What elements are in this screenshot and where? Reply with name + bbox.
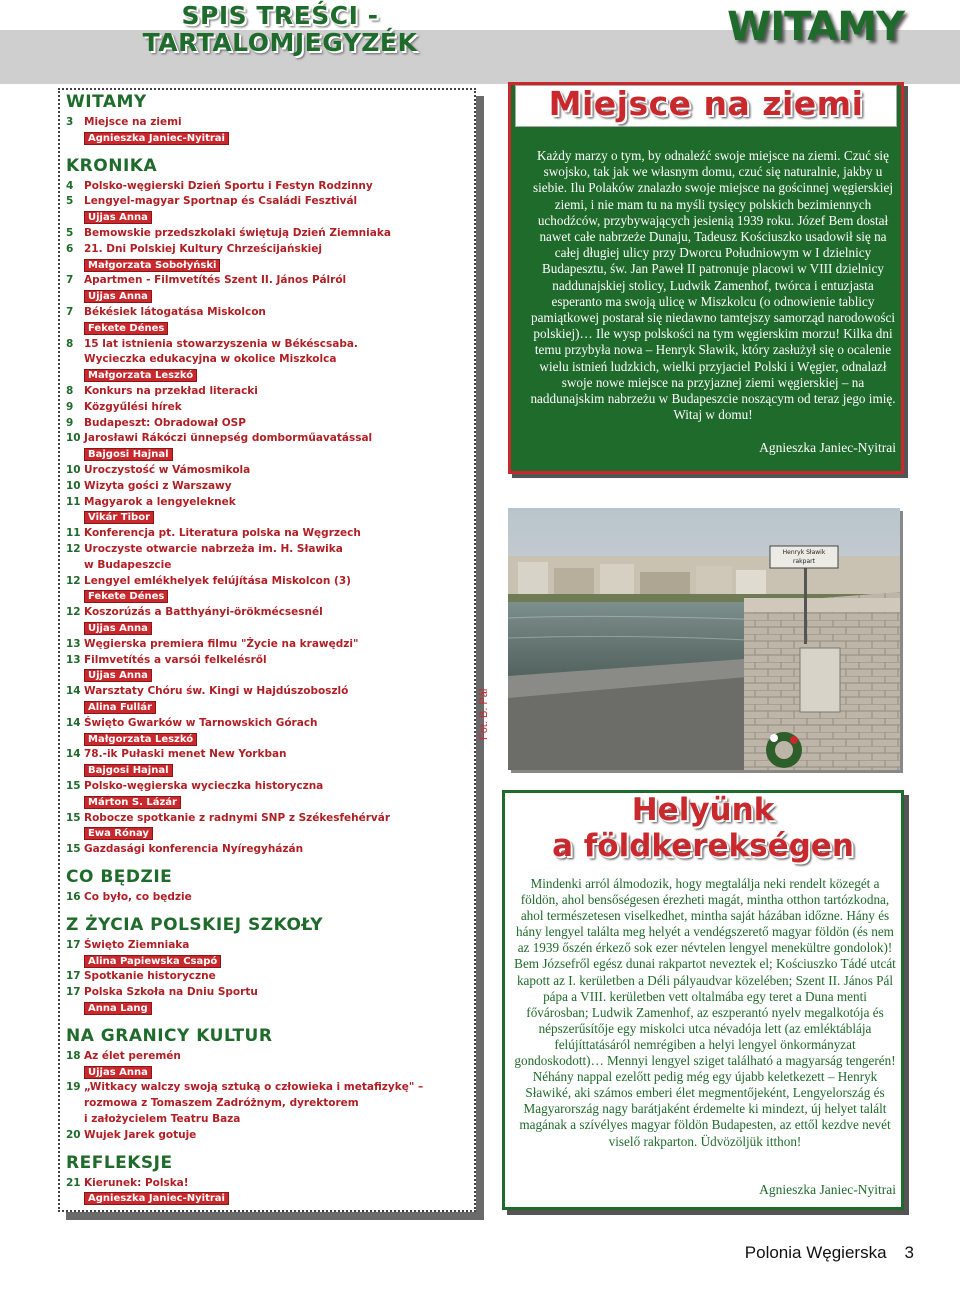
toc-entry-title: i założycielem Teatru Baza <box>84 1113 241 1125</box>
toc-entry-author: Anna Lang <box>84 1002 152 1015</box>
toc-title <box>100 2 460 56</box>
toc-entry-page: 13 <box>66 653 81 666</box>
toc-entry[interactable] <box>66 464 250 476</box>
toc-entry-title: Budapeszt: Obradował OSP <box>84 416 246 429</box>
toc-entry-title: Święto Gwarków w Tarnowskich Górach <box>84 716 318 729</box>
toc-entry-title: Wujek Jarek gotuje <box>84 1128 197 1141</box>
toc-entry[interactable] <box>66 480 232 492</box>
toc-section-title: WITAMY <box>66 92 147 112</box>
toc-entry-page: 18 <box>66 1049 81 1062</box>
toc-entry[interactable] <box>66 496 236 508</box>
toc-entry-author: Małgorzata Sobołyński <box>84 259 220 272</box>
toc-section-title: Z ŻYCIA POLSKIEJ SZKOŁY <box>66 914 324 935</box>
toc-entry-author: Fekete Dénes <box>84 322 168 335</box>
toc-entry-author: Małgorzata Leszkó <box>84 369 197 382</box>
toc-entry-title: Az élet peremén <box>84 1049 181 1062</box>
photo-credit: Fot. B. Pál <box>478 688 490 740</box>
toc-entry-title: Konkurs na przekład literacki <box>84 385 258 397</box>
toc-entry-title: Wizyta gości z Warszawy <box>84 479 232 492</box>
toc-section-title: NA GRANICY KULTUR <box>66 1025 273 1046</box>
toc-entry[interactable] <box>66 401 182 413</box>
toc-entry[interactable] <box>66 432 372 444</box>
toc-entry[interactable] <box>66 116 182 128</box>
toc-entry[interactable] <box>66 180 373 192</box>
toc-entry[interactable] <box>66 1050 181 1062</box>
toc-entry-page: 8 <box>66 337 74 350</box>
toc-entry-title: Polska Szkoła na Dniu Sportu <box>84 986 258 999</box>
toc-entry-author: Ujjas Anna <box>84 1066 152 1079</box>
toc-entry-author: Fekete Dénes <box>84 590 168 603</box>
toc-entry-author: Ujjas Anna <box>84 669 152 682</box>
polish-article-text: Każdy marzy o tym, by odnaleźć swoje miejsce na ziemi. Czuć się swojsko, tak jak we własnym domu, czuć się naturalnie, jakby u siebie. Ilu Polaków znalazło swoje miejsce na gościnnej węgierskiej ziemi, i nie mam tu na myśli tysięcy polskich bezimiennych uchodźców, przybywających jesienią 1939 roku. Józef Bem dostał nawet całe nabrzeże Dunaju, Tadeusz Kościuszko usadowił się na całej długiej ulicy przy Dworcu Południowym w I dzielnicy Budapesztu, św. Jan Paweł II patronuje placowi w VIII dzielnicy naddunajskiej stolicy, Ludwik Zamenhof, twórca i entuzjasta esperanto ma swoją ulicę w Miszkolcu (o odnowienie tablicy pamiątkowej postarał się niedawno tamtejszy samorząd narodowości polskiej)… Ile wysp polskości na tym węgierskim morzu! Kilka dni temu przybyła nowa – Henryk Sławik, który zasłużył się o ocalenie wielu istnień ludzkich, wielki przyjaciel Polski i Węgier, odnalazł swoje nowe miejsce na przyjaznej ziemi węgierskiej – na naddunajskim nabrzeżu w Budapeszcie noszącym od teraz jego imię. Witaj w domu! <box>530 148 896 423</box>
toc-entry-title: 15 lat istnienia stowarzyszenia w Békéscsaba. <box>84 337 358 350</box>
toc-entry[interactable] <box>66 527 361 539</box>
polish-article-author: Agnieszka Janiec-Nyitrai <box>759 440 896 455</box>
toc-title-line2: TARTALOMJEGYZÉK <box>142 28 418 57</box>
toc-entry-author: Vikár Tibor <box>84 511 154 524</box>
toc-entry-page: 15 <box>66 843 81 856</box>
toc-entry[interactable] <box>66 843 303 855</box>
toc-entry[interactable] <box>66 986 258 998</box>
toc-entry-title: Bemowskie przedszkolaki świętują Dzień Ziemniaka <box>84 227 391 239</box>
toc-entry-page: 9 <box>66 416 74 429</box>
toc-entry-page: 8 <box>66 385 74 397</box>
hungarian-article-title <box>508 792 898 864</box>
toc-entry-page: 10 <box>66 464 81 476</box>
toc-entry-author: Alina Papiewska Csapó <box>84 955 221 968</box>
toc-entry[interactable] <box>66 1129 196 1141</box>
toc-entry-title: Kierunek: Polska! <box>84 1176 189 1189</box>
toc-entry[interactable] <box>66 559 171 571</box>
toc-entry[interactable] <box>66 353 336 365</box>
toc-entry[interactable] <box>66 227 391 239</box>
toc-entry[interactable] <box>66 274 346 286</box>
toc-entry-page: 13 <box>66 637 81 650</box>
toc-entry[interactable] <box>66 417 246 429</box>
toc-entry-page: 17 <box>66 938 81 951</box>
page-number: 3 <box>904 1243 914 1262</box>
toc-entry-page: 17 <box>66 986 81 999</box>
toc-entry-title: Filmvetítés a varsói felkelésről <box>84 653 267 666</box>
toc-entry-page: 20 <box>66 1128 81 1141</box>
toc-entry[interactable] <box>66 195 357 207</box>
toc-entry-page: 3 <box>66 116 74 128</box>
toc-entry-title: Miejsce na ziemi <box>84 116 182 128</box>
toc-entry-title: 21. Dni Polskiej Kultury Chrześcijańskiej <box>84 242 322 255</box>
toc-entry-page: 15 <box>66 811 81 824</box>
toc-entry-title: rozmowa z Tomaszem Zadróżnym, dyrektorem <box>84 1097 359 1110</box>
toc-entry[interactable] <box>66 939 189 951</box>
toc-entry-author: Bajgosi Hajnal <box>84 448 173 461</box>
toc-entry-title: Polsko-węgierski Dzień Sportu i Festyn Rodzinny <box>84 179 373 192</box>
toc-entry-title: Polsko-węgierska wycieczka historyczna <box>84 780 324 792</box>
toc-section-title: CO BĘDZIE <box>66 867 173 887</box>
riverside-photo <box>508 508 900 770</box>
toc-entry-author: Agnieszka Janiec-Nyitrai <box>84 1192 229 1205</box>
toc-entry-page: 11 <box>66 495 81 508</box>
toc-entry-author: Bajgosi Hajnal <box>84 764 173 777</box>
toc-entry-title: Robocze spotkanie z radnymi SNP z Székesfehérvár <box>84 811 391 824</box>
toc-entry-title: Jarosławi Rákóczi ünnepség domborműavatással <box>84 432 373 445</box>
toc-entry[interactable] <box>66 543 343 555</box>
toc-entry-author: Ujjas Anna <box>84 211 152 224</box>
toc-entry-page: 10 <box>66 432 81 445</box>
toc-entry-author: Ujjas Anna <box>84 622 152 635</box>
toc-entry[interactable] <box>66 748 287 760</box>
toc-entry-author: Ewa Rónay <box>84 827 153 840</box>
table-of-contents <box>58 88 476 1212</box>
toc-entry-page: 17 <box>66 970 81 983</box>
toc-entry-page: 4 <box>66 179 74 192</box>
toc-entry-page: 7 <box>66 306 74 318</box>
toc-entry-page: 15 <box>66 780 81 792</box>
toc-entry[interactable] <box>66 780 323 792</box>
toc-entry-author: Małgorzata Leszkó <box>84 733 197 746</box>
section-heading: WITAMY <box>727 4 904 50</box>
toc-entry-title: Lengyel-magyar Sportnap és Családi Fesztivál <box>84 195 358 208</box>
hungarian-article-text: Mindenki arról álmodozik, hogy megtalálja neki rendelt közegét a földön, ahol bensőségesen érezheti magát, mintha otthon tartózkodna, ahol természetesen viselkedhet, mintha saját házában időzne. Hány és hány lengyel találta meg helyét a vendégszerető magyar földön (és nem az 1939 őszén érkező sok ezer névtelen lengyel menekültre gondolok)! Bem Józsefről egész dunai rakpartot neveztek el; Kościuszko Tádé utcát kapott az I. kerületben a Déli pályaudvar közelében; Szent II. János Pál pápa a VIII. kerületben vett oltalmába egy teret a Duna menti fővárosban; Ludwik Zamenhof, az eszperantó nyelv megalkotója és népszerűsítője egy miskolci utca névadója lett (az emléktáblája felújíttatásáról nemrégiben a helyi lengyel önkormányzat gondoskodott)… Mennyi lengyel sziget található a magyarság tengerén! Néhány nappal ezelőtt pedig még egy újabb keletkezett – Henryk Sławiké, aki számos emberi élet megmentőjeként, Lengyelország és Magyarország nagy barátjaként érdemelte ki mindezt, új helyet talált magának a szívélyes magyar földön Budapesten, az ettől kezdve nevét viselő rakparton. Üdvözöljük itthon! <box>514 876 896 1149</box>
page-footer <box>745 1243 914 1263</box>
toc-entry-page: 12 <box>66 606 81 619</box>
toc-entry-author: Agnieszka Janiec-Nyitrai <box>84 132 229 145</box>
hungarian-title-line1: Helyünk <box>631 792 775 828</box>
toc-entry-page: 12 <box>66 543 81 555</box>
toc-entry[interactable] <box>66 606 323 618</box>
toc-entry-title: Koszorúzás a Batthyányi-örökmécsesnél <box>84 606 323 619</box>
toc-entry-title: Békésiek látogatása Miskolcon <box>84 306 266 318</box>
toc-entry-page: 9 <box>66 400 74 413</box>
toc-entry-title: Wycieczka edukacyjna w okolice Miszkolca <box>84 353 337 366</box>
toc-entry-title: w Budapeszcie <box>84 558 172 571</box>
toc-entry-title: Węgierska premiera filmu "Życie na krawędzi" <box>84 637 359 650</box>
toc-entry[interactable] <box>66 1177 189 1189</box>
toc-entry-title: Magyarok a lengyeleknek <box>84 495 236 508</box>
toc-entry-title: Warsztaty Chóru św. Kingi w Hajdúszoboszló <box>84 685 349 698</box>
toc-entry-author: Ujjas Anna <box>84 290 152 303</box>
toc-entry[interactable] <box>66 385 258 397</box>
toc-entry-page: 21 <box>66 1176 81 1189</box>
toc-entry-page: 14 <box>66 685 81 698</box>
toc-entry-title: Święto Ziemniaka <box>84 938 190 951</box>
toc-section-title: KRONIKA <box>66 155 158 176</box>
toc-entry-page: 19 <box>66 1081 81 1094</box>
toc-entry[interactable] <box>66 575 351 587</box>
toc-entry-title: Co było, co będzie <box>84 891 192 903</box>
toc-entry-page: 12 <box>66 574 81 587</box>
toc-title-line1: SPIS TREŚCI - <box>181 1 379 30</box>
hungarian-article-author: Agnieszka Janiec-Nyitrai <box>759 1182 896 1197</box>
toc-entry-author: Alina Fullár <box>84 701 156 714</box>
toc-entry-page: 5 <box>66 227 74 239</box>
toc-entry-author: Márton S. Lázár <box>84 796 181 809</box>
photo-illustration <box>508 508 900 770</box>
toc-entry-page: 6 <box>66 242 74 255</box>
magazine-name: Polonia Węgierska <box>744 1243 887 1262</box>
toc-entry-page: 14 <box>66 716 81 729</box>
toc-entry-title: „Witkacy walczy swoją sztuką o człowieka i metafizykę" – <box>84 1081 424 1094</box>
toc-entry-title: Közgyűlési hírek <box>84 400 182 413</box>
toc-section-title: REFLEKSJE <box>66 1152 173 1173</box>
toc-entry[interactable] <box>66 638 358 650</box>
toc-entry-title: Apartmen - Filmvetítés Szent II. János Pálról <box>84 274 347 287</box>
toc-entry[interactable] <box>66 338 358 350</box>
toc-entry-page: 11 <box>66 527 81 540</box>
toc-entry-title: Gazdasági konferencia Nyíregyházán <box>84 843 304 856</box>
toc-entry-title: 78.-ik Pułaski menet New Yorkban <box>84 748 287 761</box>
toc-entry-title: Uroczyste otwarcie nabrzeża im. H. Sławika <box>84 543 343 555</box>
toc-entry[interactable] <box>66 306 266 318</box>
street-sign-text: Henryk Sławik rakpart <box>782 549 826 565</box>
toc-entry-page: 16 <box>66 891 81 903</box>
toc-entry[interactable] <box>66 1081 423 1093</box>
toc-entry-page: 7 <box>66 274 74 287</box>
toc-entry[interactable] <box>66 891 192 903</box>
toc-entry-page: 10 <box>66 479 81 492</box>
toc-entry[interactable] <box>66 970 216 982</box>
toc-entry[interactable] <box>66 654 267 666</box>
toc-entry[interactable] <box>66 685 348 697</box>
toc-entry-title: Konferencja pt. Literatura polska na Węgrzech <box>84 527 361 540</box>
toc-entry[interactable] <box>66 717 318 729</box>
polish-article-title: Miejsce na ziemi <box>548 84 864 123</box>
toc-entry-page: 14 <box>66 748 81 761</box>
toc-entry-page: 5 <box>66 195 74 208</box>
toc-entry-title: Lengyel emlékhelyek felújítása Miskolcon (3) <box>84 574 351 587</box>
toc-entry[interactable] <box>66 1113 240 1125</box>
toc-entry-title: Spotkanie historyczne <box>84 970 216 983</box>
toc-entry[interactable] <box>66 812 390 824</box>
hungarian-title-line2: a földkerekségen <box>552 828 854 864</box>
toc-entry-title: Uroczystość w Vámosmikola <box>84 464 251 476</box>
toc-entry[interactable] <box>66 243 322 255</box>
toc-entry[interactable] <box>66 1097 359 1109</box>
